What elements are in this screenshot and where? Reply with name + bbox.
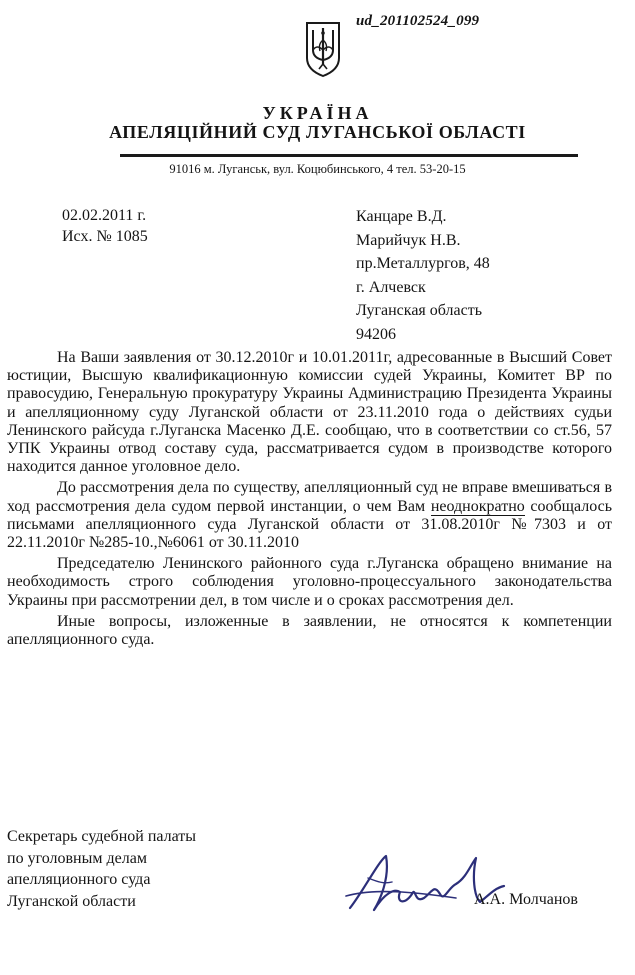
body-paragraph	[7, 479, 612, 552]
header-divider	[120, 154, 578, 157]
signer-title-line: Луганской области	[7, 892, 136, 910]
outgoing-number: Исх. № 1085	[62, 228, 148, 245]
letter-meta	[62, 205, 148, 247]
recipient-line: Канцаре В.Д.	[356, 208, 447, 225]
recipient-line: пр.Металлургов, 48	[356, 255, 490, 272]
underlined-word: неоднократно	[430, 497, 525, 515]
body-paragraph: На Ваши заявления от 30.12.2010г и 10.01.2011г, адресованные в Высший Совет юстиции, Высшую квалификационную комиссии судей Украины, Комитет ВР по правосудию, Генеральную прокуратуру Украины Администрацию Президента Украины и апелляционному суду Луганской области от 23.11.2010 года о действиях судьи Ленинского райсуда г.Луганска Масенко Д.Е. сообщаю, что в соответствии со ст.56, 57 УПК Украины отвод составу суда, рассматривается судом в производстве которого находится данное уголовное дело.	[7, 349, 612, 476]
recipient-block	[356, 205, 490, 346]
recipient-line: Марийчук Н.В.	[356, 231, 461, 249]
court-address: 91016 м. Луганськ, вул. Коцюбинського, 4 тел. 53-20-15	[169, 162, 466, 176]
paragraph-text: До рассмотрения дела по существу, апелляционный суд не вправе вмешиваться в ход рассмотрения дела судом первой инстанции, о чем Вам	[7, 479, 612, 515]
signer-name: А.А. Молчанов	[474, 891, 578, 908]
document-id: ud_201102524_099	[356, 13, 480, 29]
signer-title-line: Секретарь судебной палаты	[7, 828, 197, 845]
recipient-line: Луганская область	[356, 302, 482, 319]
handwritten-signature	[344, 848, 514, 920]
body-paragraph: Иные вопросы, изложенные в заявлении, не относятся к компетенции апелляционного суда.	[7, 612, 612, 649]
signer-title	[7, 826, 196, 912]
recipient-line: 94206	[356, 325, 396, 343]
letter-date: 02.02.2011 г.	[62, 207, 147, 224]
country-heading: УКРАЇНА	[262, 103, 373, 123]
paragraph-text: сообщалось письмами апелляционного суда Луганской области от 31.08.2010г №7303 и от 22.11.2010г №285-10.,№6061 от 30.11.2010	[7, 497, 613, 552]
signer-title-line: по уголовным делам	[7, 849, 147, 867]
coat-of-arms-emblem	[304, 20, 342, 78]
signer-title-line: апелляционного суда	[7, 871, 151, 888]
body-paragraph: Председателю Ленинского районного суда г.Луганска обращено внимание на необходимость строго соблюдения уголовно-процессуального законодательства Украины при рассмотрении дел, в том числе и о сроках рассмотрения дел.	[7, 555, 612, 609]
court-name-heading: АПЕЛЯЦІЙНИЙ СУД ЛУГАНСЬКОЇ ОБЛАСТІ	[109, 122, 526, 142]
recipient-line: г. Алчевск	[356, 278, 426, 296]
letter-body	[7, 349, 612, 649]
